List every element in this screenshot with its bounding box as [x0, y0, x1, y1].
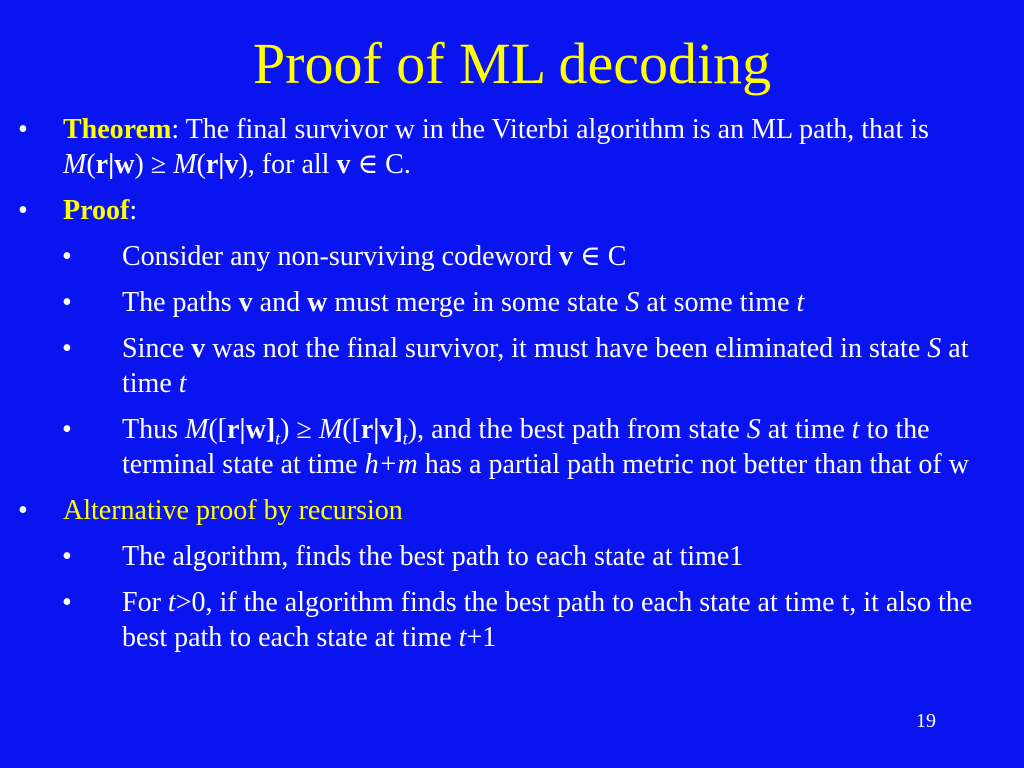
text: at time — [122, 333, 969, 399]
math-sub-t: t — [275, 428, 281, 449]
text: Thus — [122, 414, 185, 445]
text: and — [252, 287, 308, 318]
text: ] — [393, 414, 403, 445]
bullet-theorem — [0, 112, 1024, 182]
math-r: r — [95, 149, 109, 180]
math-hm: h+m — [364, 449, 418, 480]
bullet-icon: • — [62, 587, 72, 618]
text: has a partial path metric not better than that of w — [417, 449, 969, 480]
math-bar: | — [108, 149, 115, 180]
bullet-icon: • — [62, 333, 72, 364]
math-t: t — [178, 368, 187, 399]
math-geq: ) ≥ — [134, 149, 174, 180]
math-w: w — [307, 287, 328, 318]
text: ([ — [208, 414, 227, 445]
text: +1 — [466, 622, 497, 653]
bullet-icon: • — [62, 287, 72, 318]
text: ] — [265, 414, 276, 445]
text: The paths — [122, 287, 239, 318]
math-rw: r|w — [226, 414, 266, 445]
alternative-label: Alternative proof by recursion — [63, 495, 403, 526]
bullet-icon: • — [18, 195, 28, 226]
text: Since — [122, 333, 192, 364]
slide-content — [0, 112, 1024, 666]
math-bar: | — [218, 149, 225, 180]
math-M: M — [173, 149, 197, 180]
math-t: t — [851, 414, 860, 445]
sub-bullet-3 — [0, 331, 1024, 401]
proof-label: Proof — [63, 195, 130, 226]
theorem-colon: : — [171, 114, 180, 145]
math-M: M — [185, 414, 209, 445]
text: ), and the best path from state — [407, 414, 747, 445]
text: >0, if the algorithm finds the best path to each state at time t, it also the best path to each state at time — [122, 587, 973, 653]
math-M: M — [63, 149, 87, 180]
text: ∈ C — [573, 241, 627, 272]
math-sub-t: t — [402, 428, 408, 449]
bullet-proof — [0, 193, 1024, 228]
math-M: M — [318, 414, 343, 445]
theorem-text: ), for all — [238, 149, 337, 180]
math-v: v — [238, 287, 253, 318]
bullet-icon: • — [62, 241, 72, 272]
math-S: S — [927, 333, 942, 364]
math-paren: ( — [86, 149, 96, 180]
text: ([ — [342, 414, 361, 445]
math-v: v — [559, 241, 574, 272]
math-v: v — [336, 149, 351, 180]
math-t: t — [796, 287, 805, 318]
math-v: v — [224, 149, 239, 180]
math-paren: ( — [196, 149, 206, 180]
math-r: r — [205, 149, 219, 180]
text: The algorithm, finds the best path to each state at time1 — [122, 541, 744, 572]
text: to the terminal state at time — [122, 414, 930, 480]
theorem-text: The final survivor w in the Viterbi algorithm is an ML path, that is — [179, 114, 929, 145]
text: For — [122, 587, 168, 618]
math-w: w — [114, 149, 135, 180]
math-t: t — [167, 587, 176, 618]
sub-bullet-1 — [0, 239, 1024, 274]
math-rv: r|v — [360, 414, 394, 445]
slide-title: Proof of ML decoding — [252, 31, 772, 96]
page-number: 19 — [916, 710, 936, 732]
sub-bullet-4 — [0, 412, 1024, 482]
bullet-icon: • — [18, 114, 28, 145]
text: was not the final survivor, it must have been eliminated in state — [205, 333, 928, 364]
text: at time — [760, 414, 852, 445]
math-v: v — [191, 333, 206, 364]
text: Consider any non-surviving codeword — [122, 241, 560, 272]
math-S: S — [746, 414, 761, 445]
sub-bullet-5 — [0, 539, 1024, 574]
bullet-icon: • — [18, 495, 28, 526]
bullet-icon: • — [62, 414, 72, 445]
text: at some time — [639, 287, 797, 318]
proof-colon: : — [129, 195, 138, 226]
sub-bullet-2 — [0, 285, 1024, 320]
text: must merge in some state — [327, 287, 626, 318]
text: ) ≥ — [280, 414, 319, 445]
theorem-label: Theorem — [63, 114, 172, 145]
bullet-icon: • — [62, 541, 72, 572]
theorem-text: ∈ C. — [350, 149, 411, 180]
sub-bullet-6 — [0, 585, 1024, 655]
bullet-alternative — [0, 493, 1024, 528]
math-S: S — [625, 287, 640, 318]
math-t: t — [458, 622, 467, 653]
